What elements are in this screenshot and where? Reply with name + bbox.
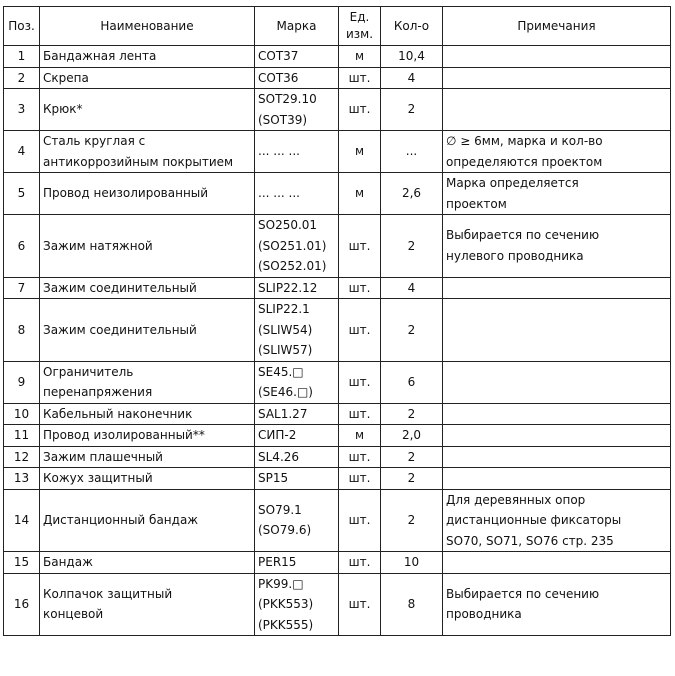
cell-mark <box>255 131 339 173</box>
cell-mark <box>255 215 339 278</box>
cell-note <box>443 361 671 403</box>
cell-mark-line: СИП-2 <box>258 428 297 442</box>
cell-unit: шт. <box>339 361 381 403</box>
cell-unit: м <box>339 46 381 68</box>
cell-mark <box>255 67 339 89</box>
cell-mark-line: SO250.01 <box>258 218 318 232</box>
cell-name-line: Бандажная лента <box>43 49 157 63</box>
cell-note-line: дистанционные фиксаторы <box>446 513 622 527</box>
cell-pos: 5 <box>4 173 40 215</box>
cell-name-line: антикоррозийным покрытием <box>43 154 234 169</box>
cell-name-line: перенапряжения <box>43 385 153 399</box>
cell-name-line: Зажим соединительный <box>43 322 197 337</box>
cell-mark-line: ... ... ... <box>258 186 300 201</box>
cell-pos: 15 <box>4 552 40 574</box>
table-row <box>4 299 671 362</box>
cell-pos: 10 <box>4 403 40 425</box>
cell-pos: 11 <box>4 425 40 447</box>
cell-mark-line: PER15 <box>258 555 297 569</box>
cell-mark-line: COT36 <box>258 70 299 85</box>
cell-mark <box>255 277 339 299</box>
cell-note-line: SO70, SO71, SO76 стр. 235 <box>446 533 614 548</box>
cell-name <box>40 46 255 68</box>
cell-name <box>40 468 255 490</box>
cell-name <box>40 361 255 403</box>
cell-name-line: Сталь круглая с <box>43 134 146 148</box>
cell-mark <box>255 468 339 490</box>
cell-note <box>443 89 671 131</box>
cell-mark-line: (PKK553) <box>258 597 314 611</box>
cell-unit: м <box>339 425 381 447</box>
cell-qty: 4 <box>381 277 443 299</box>
cell-unit: шт. <box>339 403 381 425</box>
cell-pos: 7 <box>4 277 40 299</box>
cell-mark-line: (SO251.01) <box>258 238 327 253</box>
cell-qty: 2 <box>381 468 443 490</box>
table-row <box>4 446 671 468</box>
cell-qty: 8 <box>381 573 443 636</box>
cell-name-line: Кожух защитный <box>43 471 153 485</box>
cell-note <box>443 299 671 362</box>
cell-note-line: Марка определяется <box>446 176 579 190</box>
table-row <box>4 361 671 403</box>
cell-mark <box>255 425 339 447</box>
cell-mark-line: SAL1.27 <box>258 406 308 421</box>
cell-note <box>443 46 671 68</box>
cell-mark-line: (PKK555) <box>258 617 314 632</box>
cell-unit: м <box>339 131 381 173</box>
cell-name <box>40 573 255 636</box>
cell-name-line: Скрепа <box>43 70 89 85</box>
table-row <box>4 131 671 173</box>
cell-note <box>443 489 671 552</box>
cell-note <box>443 277 671 299</box>
cell-note <box>443 425 671 447</box>
table-row <box>4 425 671 447</box>
cell-note <box>443 573 671 636</box>
table-header-row <box>4 7 671 46</box>
cell-unit: шт. <box>339 67 381 89</box>
header-pos: Поз. <box>4 7 40 46</box>
cell-qty: 2 <box>381 215 443 278</box>
cell-unit: шт. <box>339 215 381 278</box>
cell-name-line: Кабельный наконечник <box>43 406 193 421</box>
table-row <box>4 573 671 636</box>
cell-pos: 16 <box>4 573 40 636</box>
cell-name <box>40 131 255 173</box>
cell-mark <box>255 489 339 552</box>
table-row <box>4 552 671 574</box>
cell-qty: 2 <box>381 489 443 552</box>
header-name: Наименование <box>40 7 255 46</box>
header-unit: Ед. изм. <box>339 7 381 46</box>
cell-mark-line: COT37 <box>258 49 299 63</box>
cell-name <box>40 277 255 299</box>
cell-name-line: Бандаж <box>43 555 93 569</box>
cell-pos: 9 <box>4 361 40 403</box>
cell-mark-line: PK99.□ <box>258 576 304 591</box>
cell-note-line: проводника <box>446 607 522 622</box>
cell-mark <box>255 446 339 468</box>
cell-mark <box>255 173 339 215</box>
cell-note <box>443 67 671 89</box>
cell-note <box>443 446 671 468</box>
table-row <box>4 67 671 89</box>
cell-mark <box>255 573 339 636</box>
cell-unit: шт. <box>339 489 381 552</box>
cell-mark <box>255 361 339 403</box>
cell-mark-line: (SO79.6) <box>258 523 312 538</box>
cell-mark-line: (SE46.□) <box>258 385 313 399</box>
cell-mark <box>255 89 339 131</box>
cell-name-line: Ограничитель <box>43 364 134 379</box>
table-row <box>4 489 671 552</box>
cell-mark-line: (SLIW54) <box>258 322 313 337</box>
table-row <box>4 173 671 215</box>
cell-name <box>40 403 255 425</box>
cell-mark-line: SOT29.10 <box>258 92 317 106</box>
cell-name <box>40 173 255 215</box>
cell-name-line: Колпачок защитный <box>43 586 173 601</box>
table-row <box>4 89 671 131</box>
header-note: Примечания <box>443 7 671 46</box>
cell-name <box>40 425 255 447</box>
specification-table <box>3 6 671 636</box>
table-row <box>4 215 671 278</box>
cell-qty: ... <box>381 131 443 173</box>
cell-pos: 8 <box>4 299 40 362</box>
cell-name <box>40 489 255 552</box>
cell-name-line: Провод изолированный** <box>43 428 205 442</box>
cell-qty: 6 <box>381 361 443 403</box>
cell-name <box>40 299 255 362</box>
cell-unit: шт. <box>339 89 381 131</box>
cell-note <box>443 468 671 490</box>
cell-note-line: нулевого проводника <box>446 248 584 263</box>
table-row <box>4 468 671 490</box>
cell-mark <box>255 299 339 362</box>
cell-mark-line: SO79.1 <box>258 502 302 517</box>
cell-mark-line: SLIP22.12 <box>258 280 318 295</box>
cell-note <box>443 552 671 574</box>
cell-name-line: Зажим плашечный <box>43 449 163 464</box>
cell-note-line: Выбирается по сечению <box>446 228 600 243</box>
cell-mark-line: (SO252.01) <box>258 259 327 273</box>
cell-mark-line: ... ... ... <box>258 144 300 159</box>
cell-note-line: определяются проектом <box>446 154 603 169</box>
cell-name-line: Крюк* <box>43 102 83 117</box>
cell-unit: шт. <box>339 468 381 490</box>
cell-qty: 2,6 <box>381 173 443 215</box>
cell-mark <box>255 46 339 68</box>
cell-note <box>443 403 671 425</box>
cell-qty: 2 <box>381 446 443 468</box>
cell-note-line: ∅ ≥ 6мм, марка и кол-во <box>446 134 603 148</box>
cell-name-line: концевой <box>43 607 104 622</box>
cell-name <box>40 67 255 89</box>
table-row <box>4 46 671 68</box>
cell-name <box>40 446 255 468</box>
cell-name <box>40 215 255 278</box>
cell-note-line: Для деревянных опор <box>446 492 586 507</box>
cell-note <box>443 173 671 215</box>
cell-mark-line: (SOT39) <box>258 112 308 127</box>
cell-pos: 12 <box>4 446 40 468</box>
cell-mark-line: SLIP22.1 <box>258 302 310 316</box>
cell-unit: шт. <box>339 573 381 636</box>
cell-name-line: Провод неизолированный <box>43 186 209 201</box>
cell-mark-line: SP15 <box>258 471 289 485</box>
cell-unit: шт. <box>339 299 381 362</box>
cell-pos: 1 <box>4 46 40 68</box>
cell-unit: шт. <box>339 446 381 468</box>
cell-pos: 4 <box>4 131 40 173</box>
cell-name <box>40 89 255 131</box>
cell-pos: 3 <box>4 89 40 131</box>
cell-mark <box>255 403 339 425</box>
cell-pos: 6 <box>4 215 40 278</box>
cell-qty: 2 <box>381 89 443 131</box>
header-mark: Марка <box>255 7 339 46</box>
cell-name-line: Зажим натяжной <box>43 238 153 253</box>
cell-name-line: Зажим соединительный <box>43 280 197 295</box>
cell-note-line: Выбирается по сечению <box>446 586 600 601</box>
cell-qty: 2 <box>381 403 443 425</box>
cell-mark-line: SL4.26 <box>258 449 300 464</box>
cell-mark-line: SE45.□ <box>258 364 304 379</box>
cell-qty: 2,0 <box>381 425 443 447</box>
table-body <box>4 46 671 636</box>
table-row <box>4 403 671 425</box>
cell-mark <box>255 552 339 574</box>
cell-unit: м <box>339 173 381 215</box>
cell-mark-line: (SLIW57) <box>258 343 313 357</box>
cell-unit: шт. <box>339 277 381 299</box>
cell-qty: 10,4 <box>381 46 443 68</box>
cell-qty: 2 <box>381 299 443 362</box>
cell-note-line: проектом <box>446 196 507 211</box>
cell-note <box>443 215 671 278</box>
cell-unit: шт. <box>339 552 381 574</box>
cell-pos: 14 <box>4 489 40 552</box>
header-qty: Кол-о <box>381 7 443 46</box>
cell-note <box>443 131 671 173</box>
cell-pos: 13 <box>4 468 40 490</box>
cell-name-line: Дистанционный бандаж <box>43 513 199 527</box>
cell-pos: 2 <box>4 67 40 89</box>
cell-qty: 4 <box>381 67 443 89</box>
cell-qty: 10 <box>381 552 443 574</box>
table-row <box>4 277 671 299</box>
cell-name <box>40 552 255 574</box>
